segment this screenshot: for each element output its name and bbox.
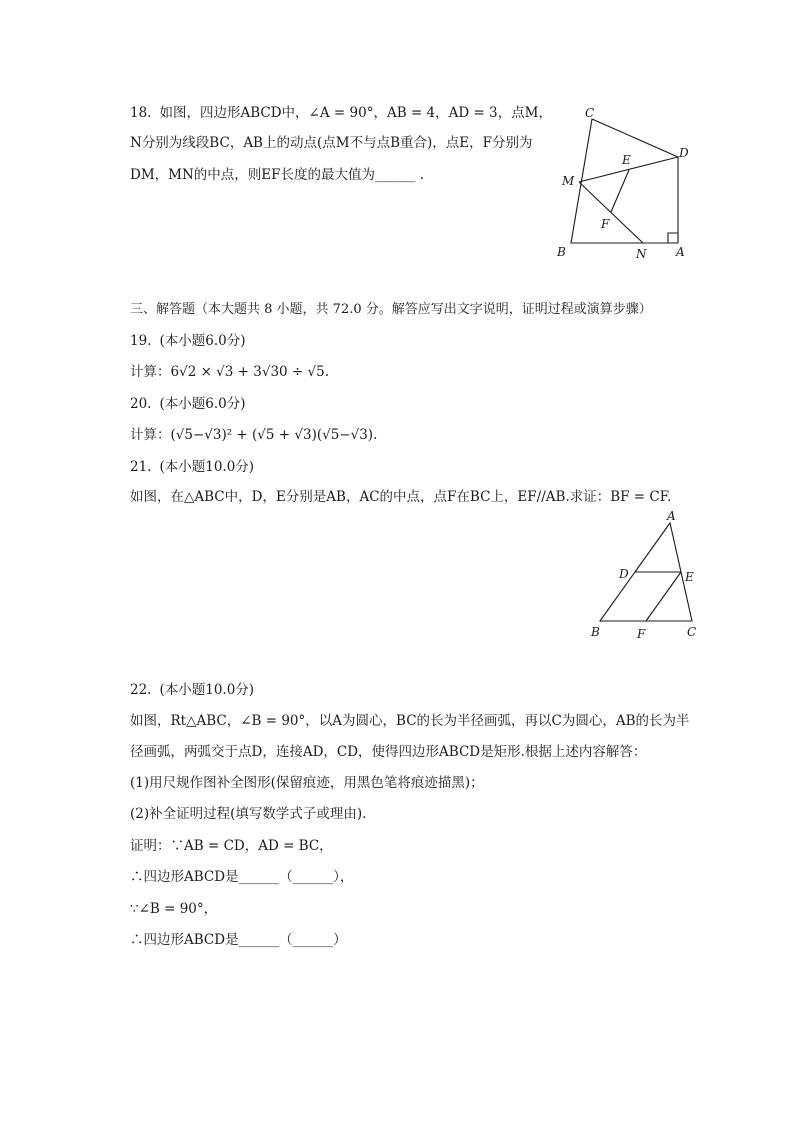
- q22-proof4: ∴四边形ABCD是______（______）: [130, 932, 347, 948]
- q21-segment-EF: [646, 572, 681, 621]
- q21-label-F: F: [637, 627, 646, 641]
- q18-label-N: N: [636, 247, 647, 261]
- q21-label-D: D: [619, 567, 629, 581]
- q18-segment-MN: [579, 182, 643, 243]
- q19-points: (本小题6.0分): [159, 333, 246, 349]
- q18-label-F: F: [601, 217, 610, 231]
- q18-label-B: B: [557, 245, 566, 259]
- q21-label-C: C: [687, 625, 697, 639]
- q21-number: 21.: [130, 459, 152, 475]
- q22-line1: 如图，Rt△ABC，∠B = 90°，以A为圆心，BC的长为半径画弧，再以C为圆心，AB的长为半: [130, 713, 690, 729]
- q22-line2: 径画弧，两弧交于点D，连接AD，CD，使得四边形ABCD是矩形.根据上述内容解答：: [130, 744, 647, 760]
- q18-line2: N分别为线段BC，AB上的动点(点M不与点B重合)，点E，F分别为: [130, 135, 533, 151]
- q20-body: 计算：(√5−√3)² + (√5 + √3)(√5−√3).: [130, 427, 378, 443]
- q18-label-D: D: [679, 146, 689, 160]
- q22-number: 22.: [130, 682, 152, 698]
- q21-points: (本小题10.0分): [159, 459, 255, 475]
- q19-body: 计算：6√2 × √3 + 3√30 ÷ √5.: [130, 364, 330, 380]
- q20-points: (本小题6.0分): [159, 396, 246, 412]
- q18-label-E: E: [622, 153, 631, 167]
- q22-header: [130, 681, 254, 699]
- q22-line3: (1)用尺规作图补全图形(保留痕迹，用黑色笔将痕迹描黑)；: [130, 775, 484, 791]
- q21-header: [130, 458, 254, 476]
- q18-label-A: A: [676, 245, 685, 259]
- q18-line1: 18. 如图，四边形ABCD中，∠A = 90°，AB = 4，AD = 3，点M，: [130, 105, 552, 121]
- section-heading: 三、解答题（本大题共 8 小题，共 72.0 分。解答应写出文字说明，证明过程或演算步骤）: [130, 302, 652, 317]
- q21-label-B: B: [591, 625, 600, 639]
- q19-number: 19.: [130, 333, 152, 349]
- q22-proof1: 证明：∵AB = CD，AD = BC，: [130, 838, 333, 854]
- q20-number: 20.: [130, 396, 152, 412]
- q22-proof3: ∵∠B = 90°，: [130, 901, 218, 917]
- q22-points: (本小题10.0分): [159, 682, 255, 698]
- q18-line3: DM，MN的中点，则EF长度的最大值为______ .: [130, 167, 425, 183]
- q22-proof2: ∴四边形ABCD是______（______），: [130, 869, 354, 885]
- q22-line4: (2)补全证明过程(填写数学式子或理由).: [130, 806, 367, 822]
- q18-label-C: C: [585, 106, 595, 120]
- q21-label-E: E: [685, 570, 694, 584]
- q21-figure: [585, 508, 710, 643]
- q19-header: [130, 332, 246, 350]
- q18-right-angle-mark: [668, 233, 678, 243]
- q21-body: 如图，在△ABC中，D，E分别是AB，AC的中点，点F在BC上，EF//AB.求证：BF = CF.: [130, 489, 672, 505]
- q18-number: 18.: [130, 105, 152, 121]
- q18-figure: [548, 100, 708, 270]
- q18-segment-EF: [611, 170, 629, 212]
- q21-label-A: A: [667, 509, 676, 523]
- q20-header: [130, 395, 246, 413]
- q18-label-M: M: [562, 174, 575, 188]
